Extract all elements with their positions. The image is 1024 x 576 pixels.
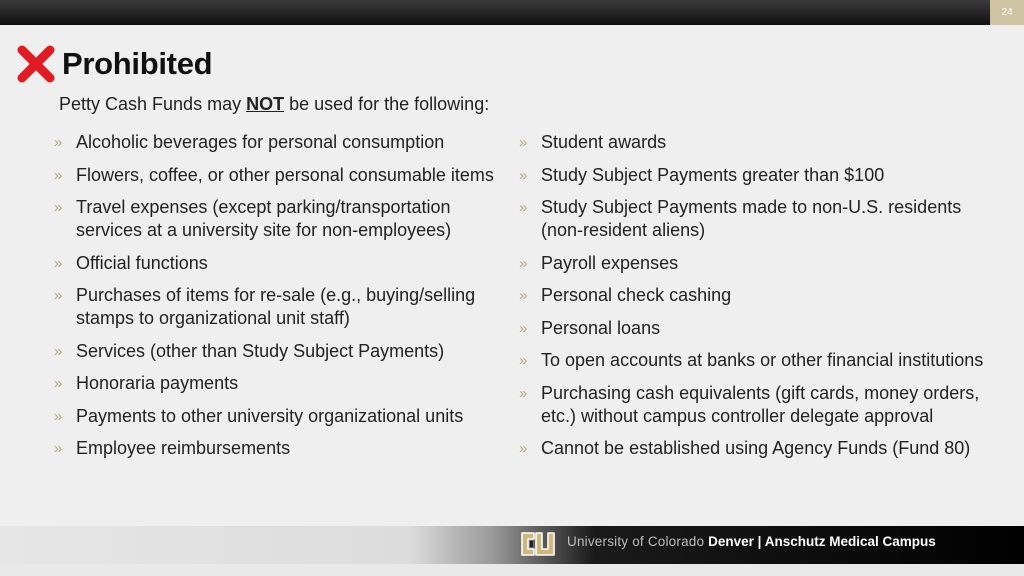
bullet-glyph: » [54,254,63,272]
list-item [517,164,1007,187]
footer-campus: Denver | Anschutz Medical Campus [708,534,936,549]
bullet-glyph: » [54,199,63,216]
bullet-glyph: » [54,134,63,151]
list-item [52,131,507,154]
list-item-text: Payments to other university organizational units [76,405,464,426]
bullet-glyph: » [54,287,63,304]
bullet-glyph: » [519,352,528,369]
list-item-text: Services (other than Study Subject Payments) [76,340,445,361]
bottom-strip [0,564,1024,576]
list-item [52,437,507,460]
red-x-icon [14,42,58,86]
list-item [517,131,1007,154]
bullet-glyph: » [519,166,528,184]
bullet-glyph: » [519,254,528,272]
list-item [52,284,507,330]
list-item [52,372,507,395]
bullet-glyph: » [54,342,63,360]
slide-header [14,42,212,86]
list-item-text: Official functions [76,252,208,273]
right-bullet-list [517,131,1007,470]
footer-university: University of Colorado [567,534,709,549]
list-item [52,405,507,428]
bullet-glyph: » [519,319,528,337]
list-item [517,349,1007,372]
list-item [52,340,507,363]
bullet-glyph: » [519,384,528,402]
list-item [52,164,507,187]
page-title: Prohibited [62,46,213,81]
list-item [52,196,507,242]
list-item [517,196,1007,242]
list-item [517,252,1007,275]
list-item-text: Flowers, coffee, or other personal consumable items [76,164,494,185]
list-item-text: Personal check cashing [541,285,732,305]
list-item-text: Honoraria payments [76,373,239,393]
bullet-glyph: » [519,199,528,216]
bullet-glyph: » [54,440,63,457]
subtitle-before: Petty Cash Funds may [59,94,247,114]
bullet-glyph: » [519,440,528,457]
list-item-text: To open accounts at banks or other financial institutions [541,350,984,370]
list-item-text: Study Subject Payments made to non-U.S. residents (non-resident aliens) [541,197,962,240]
page-number: 24 [990,0,1024,25]
bullet-glyph: » [54,407,63,425]
list-item-text: Cannot be established using Agency Funds (Fund 80) [541,438,971,458]
top-bar [0,0,1024,25]
subtitle [59,94,489,115]
list-item [517,382,1007,428]
left-bullet-list [52,131,507,470]
list-item-text: Payroll expenses [541,252,679,273]
subtitle-after: be used for the following: [284,94,490,114]
bullet-glyph: » [54,375,63,392]
list-item-text: Study Subject Payments greater than $100 [541,164,885,185]
list-item-text: Purchasing cash equivalents (gift cards, money orders, etc.) without campus controller delegate approval [541,382,980,426]
bullet-glyph: » [54,166,63,184]
list-item [517,284,1007,307]
list-item-text: Student awards [541,132,667,152]
list-item [517,437,1007,460]
bullet-glyph: » [519,134,528,151]
list-item-text: Purchases of items for re-sale (e.g., buying/selling stamps to organizational unit staff) [76,285,476,328]
list-item-text: Personal loans [541,317,661,338]
list-item [517,317,1007,340]
list-item-text: Employee reimbursements [76,438,291,458]
list-item-text: Alcoholic beverages for personal consumption [76,132,445,152]
list-item-text: Travel expenses (except parking/transportation services at a university site for non-employees) [76,197,452,240]
subtitle-emphasis: NOT [246,94,285,114]
footer-university-text [567,534,936,550]
cu-logo-icon [519,527,557,561]
list-item [52,252,507,275]
bullet-glyph: » [519,287,528,304]
